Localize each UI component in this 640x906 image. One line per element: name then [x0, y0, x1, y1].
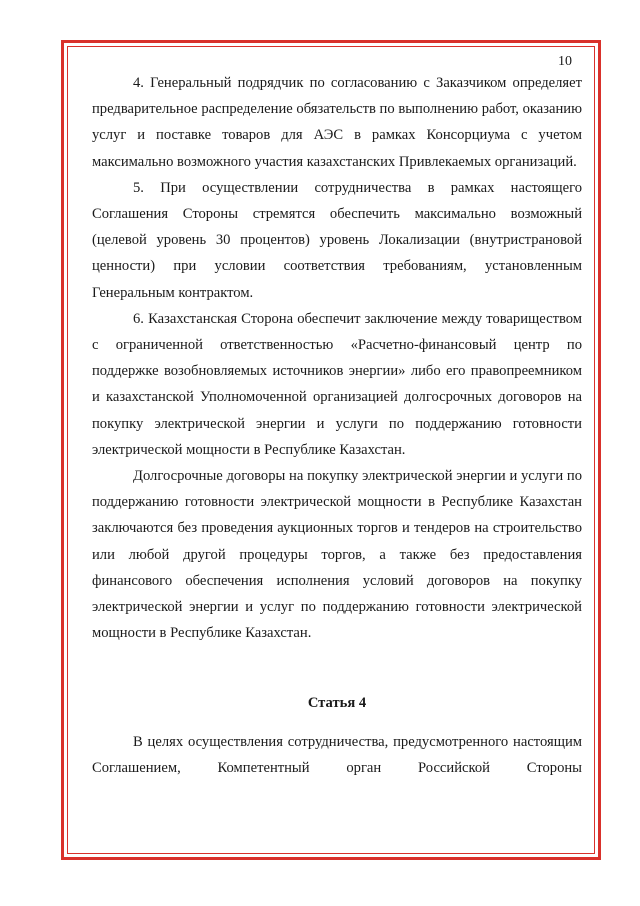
paragraph-4: 4. Генеральный подрядчик по согласованию с Заказчиком определяет предварительное распределение обязательств по выполнению работ, оказанию услуг и поставке товаров для АЭС в рамках Консорциума с учетом максимально возможного участия казахстанских Привлекаемых организаций.: [92, 75, 582, 170]
article-4-paragraph: В целях осуществления сотрудничества, предусмотренного настоящим Соглашением, Компетентный орган Российской Стороны: [92, 733, 582, 776]
paragraph-5: 5. При осуществлении сотрудничества в рамках настоящего Соглашения Стороны стремятся обеспечить максимально возможный (целевой уровень 30 процентов) уровень Локализации (внутристрановой ценности) при условии соответствия требованиям, установленным Генеральным контрактом.: [92, 179, 582, 301]
paragraph-6: 6. Казахстанская Сторона обеспечит заключение между товариществом с ограниченной ответственностью «Расчетно-финансовый центр по поддержке возобновляемых источников энергии» либо его правопреемником и казахстанской Уполномоченной организацией долгосрочных договоров на покупку электрической энергии и услуги по поддержанию готовности электрической мощности в Республике Казахстан.: [92, 310, 582, 458]
paragraph-long-term-contracts: Долгосрочные договоры на покупку электрической энергии и услуги по поддержанию готовности электрической мощности в Республике Казахстан заключаются без проведения аукционных торгов и тендеров на строительство или любой другой процедуры торгов, а также без предоставления финансового обеспечения исполнения условий договоров на покупку электрической энергии и услуг по поддержанию готовности электрической мощности в Республике Казахстан.: [92, 468, 582, 642]
page-number: 10: [558, 54, 572, 69]
article-heading: Статья 4: [307, 695, 367, 712]
document-body: [92, 70, 582, 781]
